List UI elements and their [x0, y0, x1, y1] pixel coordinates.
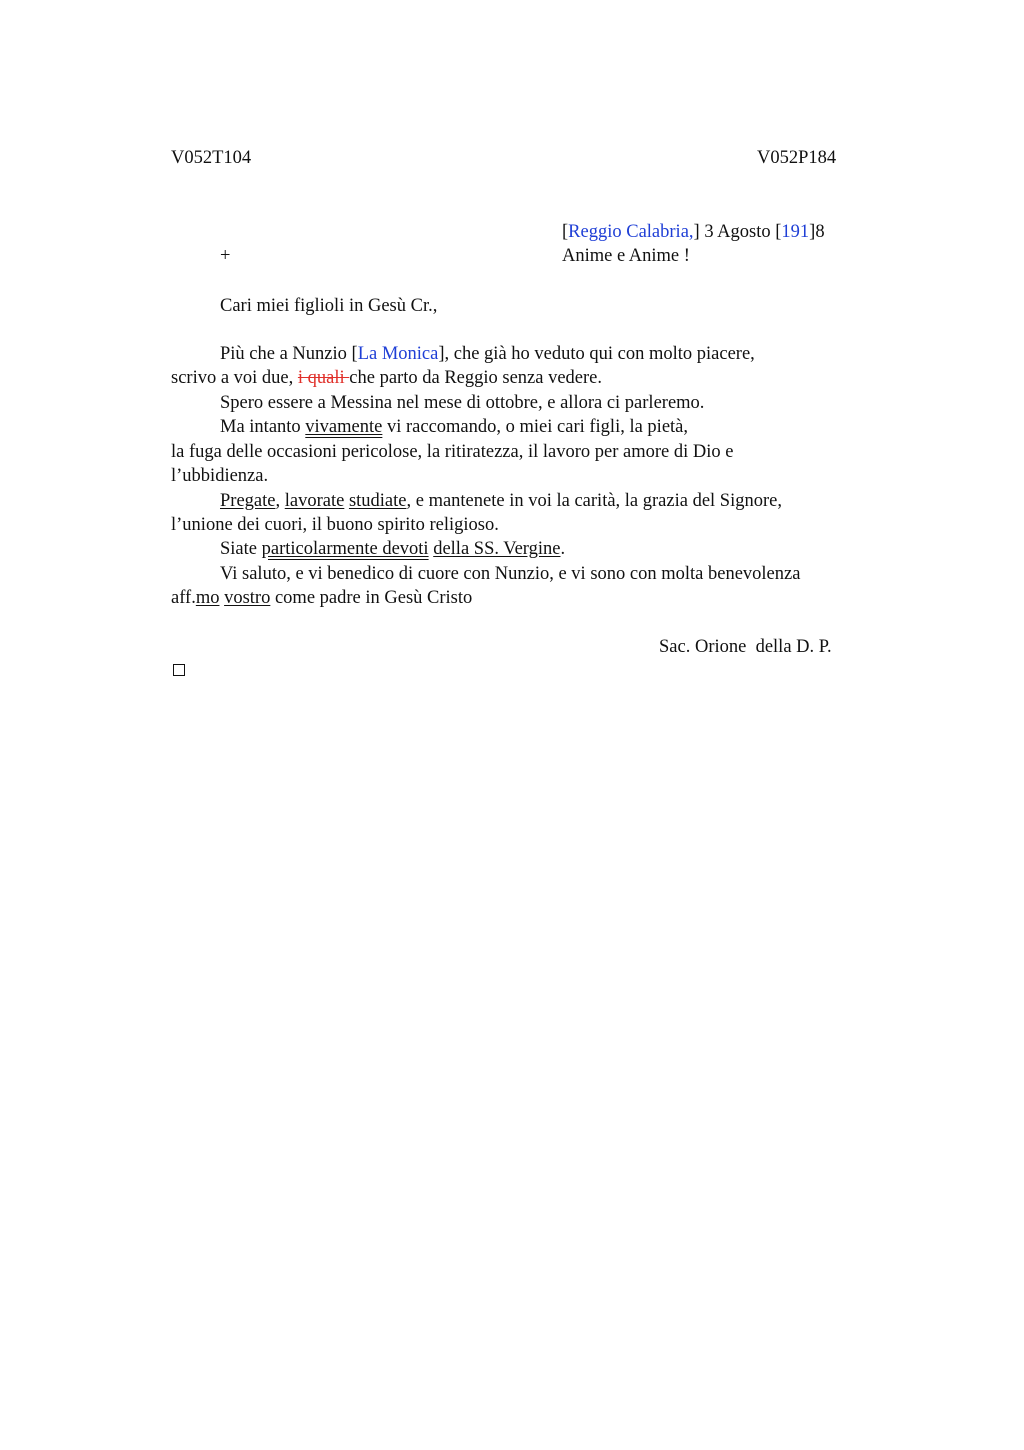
double-underlined-text: vivamente [305, 417, 383, 437]
text: , [275, 491, 285, 511]
salutation: Cari miei figlioli in Gesù Cr., [220, 296, 438, 316]
text: . [560, 539, 566, 559]
motto: Anime e Anime ! [562, 246, 690, 266]
body-line-3: Spero essere a Messina nel mese di ottobre, e allora ci parleremo. [220, 393, 705, 413]
signature: Sac. Orione della D. P. [659, 637, 832, 657]
dateline-date: ] 3 Agosto [ [693, 222, 782, 242]
body-line-10: Vi saluto, e vi benedico di cuore con Nunzio, e vi sono con molta benevolenza [220, 564, 801, 584]
underlined-text: della SS. Vergine [433, 539, 561, 559]
body-line-2 [171, 366, 602, 390]
underlined-text: mo [195, 588, 220, 608]
text: aff. [171, 588, 196, 608]
body-line-8: l’unione dei cuori, il buono spirito religioso. [171, 515, 499, 535]
body-line-4 [220, 415, 688, 439]
dateline-year-part: 191 [781, 222, 810, 242]
underlined-text: studiate [348, 491, 407, 511]
body-line-1 [220, 342, 755, 366]
text: ], che già ho veduto qui con molto piacere, [438, 344, 755, 364]
text: Più che a Nunzio [ [220, 344, 358, 364]
body-line-5: la fuga delle occasioni pericolose, la ritiratezza, il lavoro per amore di Dio e [171, 442, 734, 462]
underlined-text: Pregate [220, 491, 276, 511]
text: , e mantenete in voi la carità, la grazia del Signore, [406, 491, 782, 511]
double-underlined-text: particolarmente devoti [261, 539, 429, 559]
underlined-text: lavorate [284, 491, 345, 511]
text: come padre in Gesù Cristo [270, 588, 473, 608]
cross-symbol: + [220, 246, 231, 266]
body-line-11 [171, 586, 472, 610]
deleted-text: i quali [297, 368, 350, 388]
dateline [562, 220, 825, 244]
dateline-bracket-close: ]8 [809, 222, 825, 242]
body-line-9 [220, 537, 565, 561]
editor-name-insert: La Monica [357, 344, 439, 364]
document-code-right: V052P184 [757, 148, 837, 168]
square-icon [173, 664, 185, 676]
text: che parto da Reggio senza vedere. [349, 368, 603, 388]
dateline-bracket-open: [ [562, 222, 569, 242]
text: scrivo a voi due, [171, 368, 298, 388]
dateline-place: Reggio Calabria, [568, 222, 694, 242]
text: vi raccomando, o miei cari figli, la pietà, [382, 417, 689, 437]
text: Siate [220, 539, 262, 559]
text: Ma intanto [220, 417, 306, 437]
body-line-7 [220, 489, 782, 513]
body-line-6: l’ubbidienza. [171, 466, 269, 486]
document-code-left: V052T104 [171, 148, 252, 168]
underlined-text: vostro [224, 588, 271, 608]
